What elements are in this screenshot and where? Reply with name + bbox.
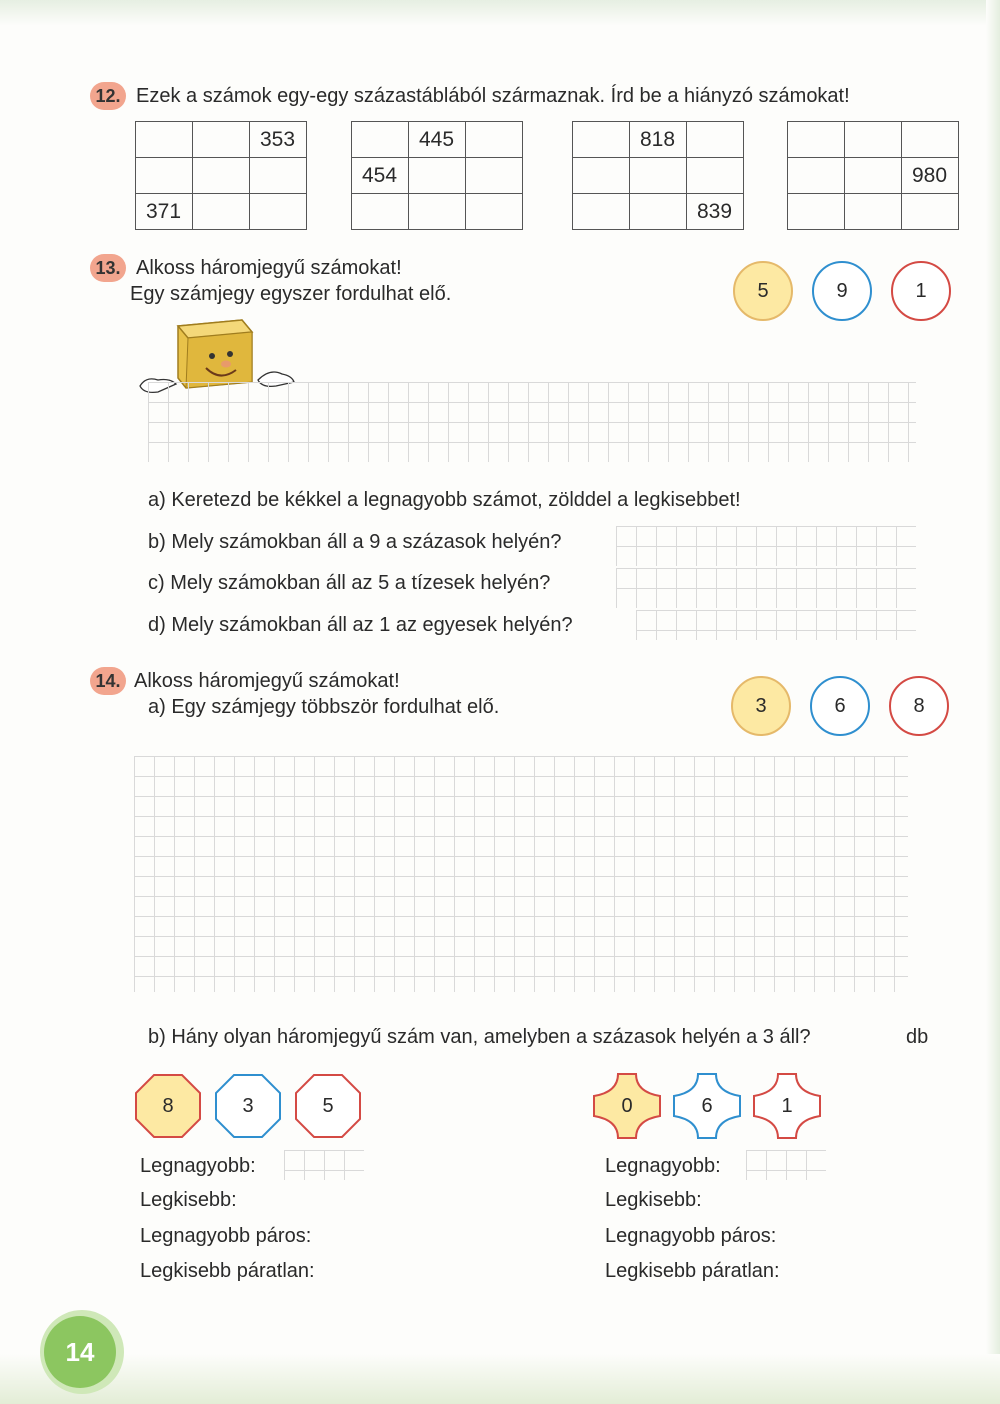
exercise-13-line1: Alkoss háromjegyű számokat! — [136, 257, 402, 279]
digit-card-blue: 9 — [812, 261, 872, 321]
cross-card-yellow: 0 — [592, 1072, 662, 1140]
exercise-14-line1: Alkoss háromjegyű számokat! — [134, 670, 400, 692]
right-label-largest-even: Legnagyobb páros: — [605, 1225, 777, 1247]
page-number: 14 — [44, 1316, 116, 1388]
answer-grid-13b[interactable] — [616, 526, 916, 566]
cross-card-red: 1 — [752, 1072, 822, 1140]
left-label-largest: Legnagyobb: — [140, 1155, 256, 1177]
hundred-table-1: 353 371 — [135, 121, 307, 230]
right-label-largest: Legnagyobb: — [605, 1155, 721, 1177]
answer-grid-14a[interactable] — [134, 756, 908, 992]
hundred-table-4: 980 — [787, 121, 959, 230]
digit-card-blue-14: 6 — [810, 676, 870, 736]
right-answer-largest[interactable] — [746, 1150, 826, 1180]
right-border — [986, 0, 1000, 1404]
question-13d: d) Mely számokban áll az 1 az egyesek helyén? — [148, 614, 573, 636]
hundred-table-3: 818 839 — [572, 121, 744, 230]
question-13b: b) Mely számokban áll a 9 a százasok helyén? — [148, 531, 562, 553]
unit-db: db — [906, 1026, 929, 1048]
exercise-12-instruction: Ezek a számok egy-egy százastáblából származnak. Írd be a hiányzó számokat! — [136, 85, 850, 107]
hundred-table-2: 445 454 — [351, 121, 523, 230]
digit-card-yellow-14: 3 — [731, 676, 791, 736]
exercise-13-badge: 13. — [90, 254, 126, 282]
cross-card-blue: 6 — [672, 1072, 742, 1140]
top-border — [0, 0, 1000, 26]
answer-grid-13[interactable] — [148, 382, 916, 462]
octagon-card-blue: 3 — [214, 1073, 282, 1139]
answer-grid-13c[interactable] — [616, 568, 916, 608]
octagon-card-red: 5 — [294, 1073, 362, 1139]
left-label-smallest: Legkisebb: — [140, 1189, 237, 1211]
question-13a: a) Keretezd be kékkel a legnagyobb számot, zölddel a legkisebbet! — [148, 489, 741, 511]
digit-card-red: 1 — [891, 261, 951, 321]
left-answer-largest[interactable] — [284, 1150, 364, 1180]
digit-card-yellow: 5 — [733, 261, 793, 321]
page-number-badge — [40, 1310, 130, 1400]
exercise-14-badge: 14. — [90, 667, 126, 695]
exercise-12-badge: 12. — [90, 82, 126, 110]
left-label-largest-even: Legnagyobb páros: — [140, 1225, 312, 1247]
exercise-14-line2: a) Egy számjegy többször fordulhat elő. — [148, 696, 500, 718]
octagon-card-yellow: 8 — [134, 1073, 202, 1139]
digit-card-red-14: 8 — [889, 676, 949, 736]
answer-grid-13d[interactable] — [636, 610, 916, 640]
right-label-smallest-odd: Legkisebb páratlan: — [605, 1260, 780, 1282]
question-13c: c) Mely számokban áll az 5 a tízesek helyén? — [148, 572, 551, 594]
exercise-13-line2: Egy számjegy egyszer fordulhat elő. — [130, 283, 452, 305]
right-label-smallest: Legkisebb: — [605, 1189, 702, 1211]
left-label-smallest-odd: Legkisebb páratlan: — [140, 1260, 315, 1282]
question-14b: b) Hány olyan háromjegyű szám van, amelyben a százasok helyén a 3 áll? — [148, 1026, 811, 1048]
bottom-border — [0, 1354, 1000, 1404]
